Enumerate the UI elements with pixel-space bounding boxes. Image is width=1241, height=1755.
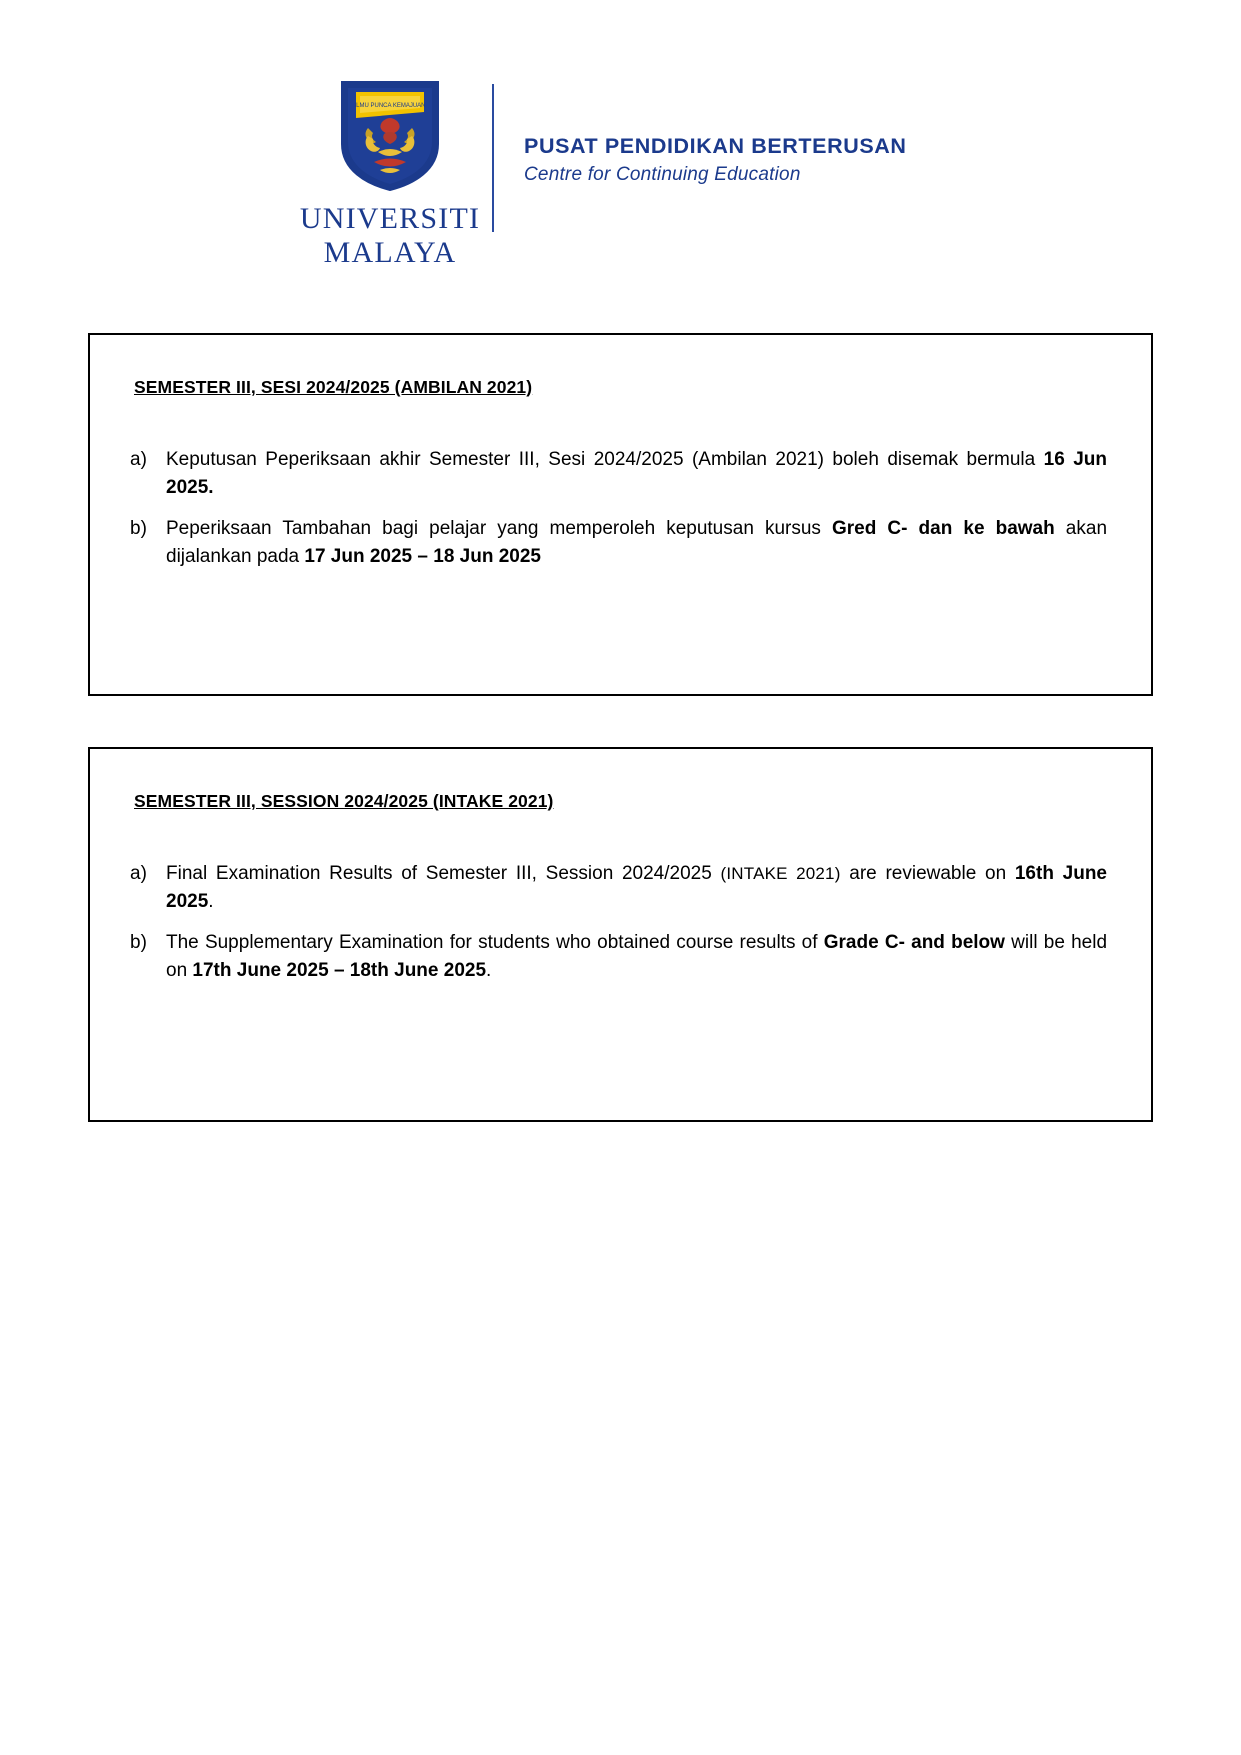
list-item (124, 515, 1107, 570)
list-item (124, 860, 1107, 915)
list-item-text: Final Examination Results of Semester III, Session 2024/2025 (INTAKE 2021) are reviewable on 16th June 2025. (166, 863, 1107, 912)
box-title-malay: SEMESTER III, SESI 2024/2025 (AMBILAN 2021) (134, 377, 533, 397)
announcement-box-malay (88, 333, 1153, 696)
svg-text:ILMU PUNCA KEMAJUAN: ILMU PUNCA KEMAJUAN (354, 103, 426, 109)
list-item-text: The Supplementary Examination for students who obtained course results of Grade C- and below will be held on 17th June 2025 – 18th June 2025. (166, 932, 1108, 981)
list-item-text: Keputusan Peperiksaan akhir Semester III, Sesi 2024/2025 (Ambilan 2021) boleh disemak bermula 16 Jun 2025. (166, 449, 1107, 498)
list-item (124, 929, 1107, 984)
centre-title-malay: PUSAT PENDIDIKAN BERTERUSAN (524, 134, 907, 158)
university-name (300, 202, 480, 269)
university-crest-icon (338, 78, 442, 194)
university-name-line2: MALAYA (323, 235, 457, 269)
announcement-box-english (88, 747, 1153, 1122)
list-item-marker: b) (130, 932, 147, 954)
item-list-malay (124, 446, 1107, 570)
list-item-text: Peperiksaan Tambahan bagi pelajar yang memperoleh keputusan kursus Gred C- dan ke bawah akan dijalankan pada 17 Jun 2025 – 18 Jun 2025 (166, 518, 1108, 567)
item-list-english (124, 860, 1107, 984)
university-name-line1: UNIVERSITI (299, 202, 481, 235)
list-item (124, 446, 1107, 501)
letterhead-divider (492, 84, 494, 232)
centre-title-english: Centre for Continuing Education (524, 164, 801, 185)
box-title-english: SEMESTER III, SESSION 2024/2025 (INTAKE 2021) (134, 791, 554, 811)
list-item-marker: b) (130, 518, 147, 540)
university-logo (299, 78, 481, 269)
list-item-marker: a) (130, 449, 147, 470)
letterhead (0, 0, 1241, 269)
list-item-marker: a) (130, 863, 147, 884)
